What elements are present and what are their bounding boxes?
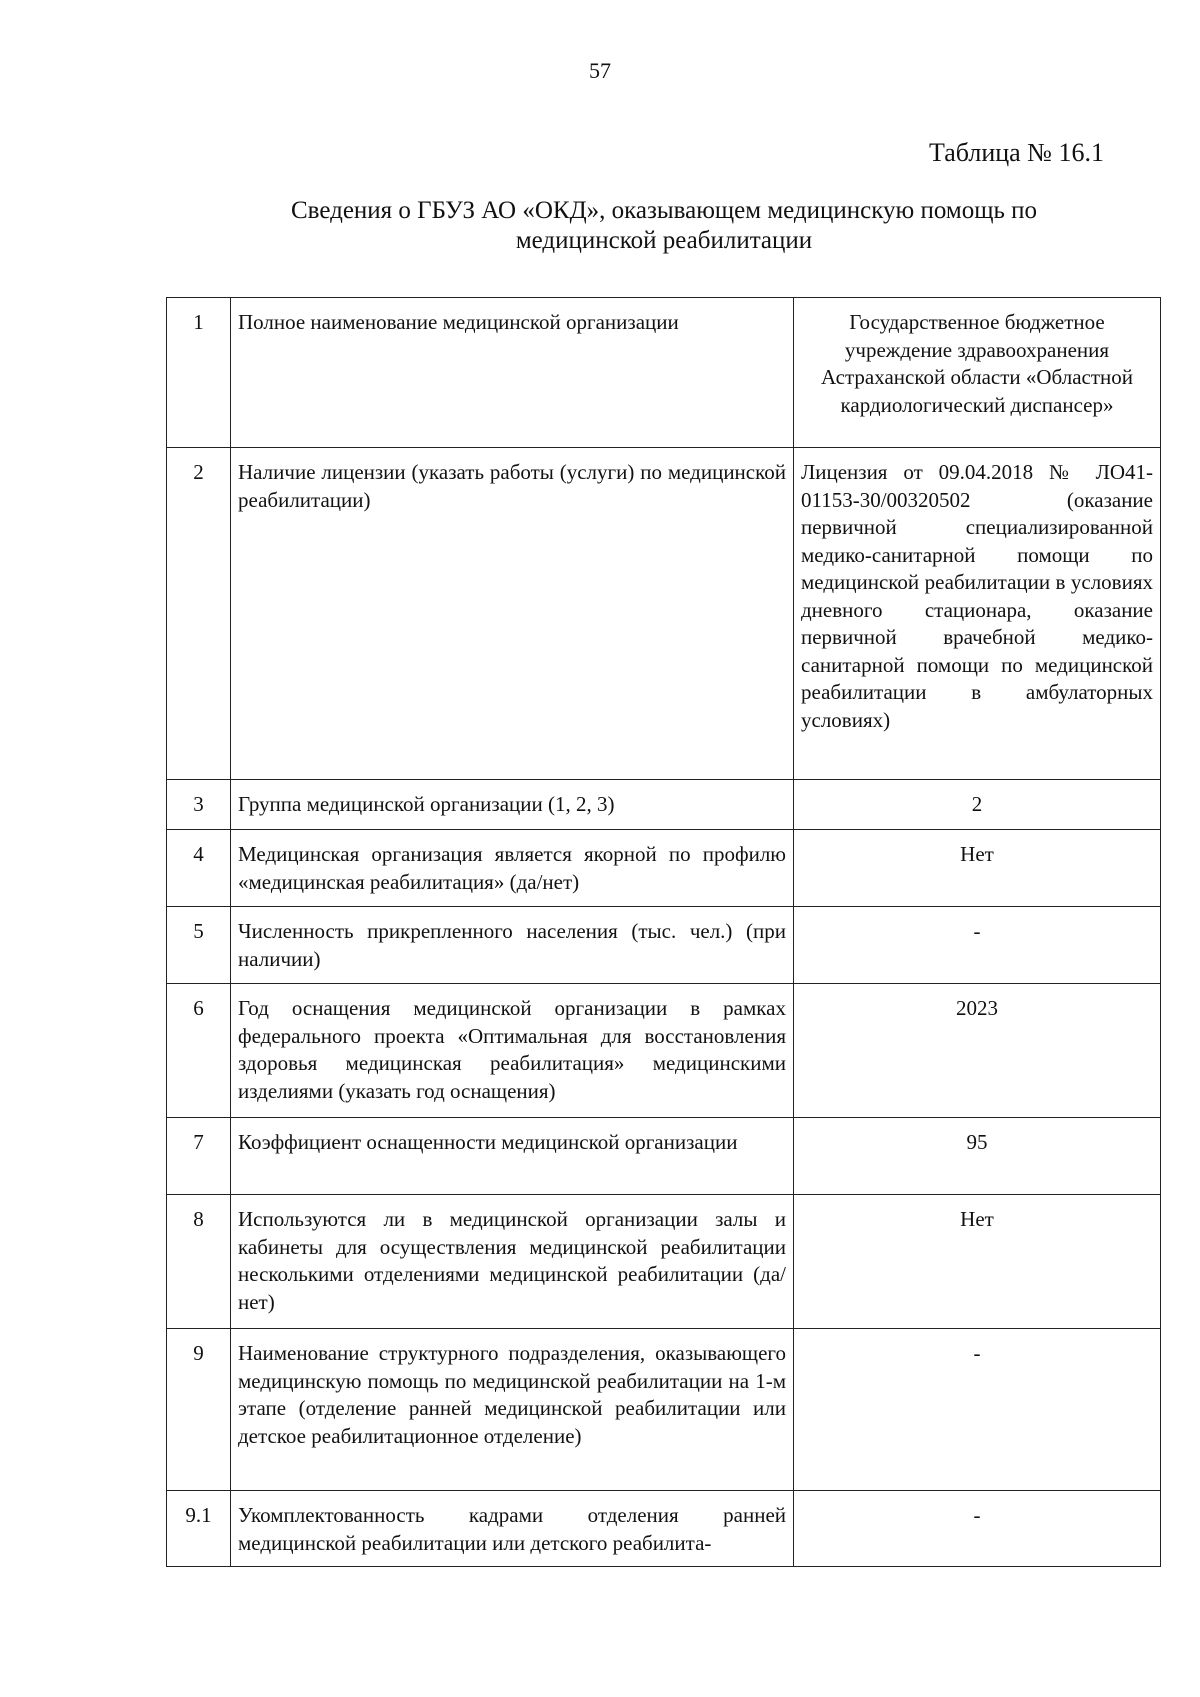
table-row — [167, 1491, 1161, 1567]
row-number: 1 — [167, 298, 231, 448]
table-row — [167, 984, 1161, 1118]
document-title-line-2: медицинской реабилитации — [515, 227, 813, 254]
row-description: Медицинская организация является якорной по профилю «медицинская реабилитация» (да/нет) — [231, 830, 794, 907]
row-number: 8 — [167, 1195, 231, 1329]
row-value: Нет — [794, 1195, 1161, 1329]
row-value: 2023 — [794, 984, 1161, 1118]
license-date: Лицензия от 09.04.2018 — [801, 460, 1034, 484]
row-value: - — [794, 907, 1161, 984]
row-description: Год оснащения медицинской организации в рамках федерального проекта «Оптимальная для восстановления здоровья медицинская реабилитация» медицинскими изделиями (указать год оснащения) — [231, 984, 794, 1118]
info-table — [166, 297, 1161, 1567]
row-description: Наличие лицензии (указать работы (услуги) по медицинской реабилитации) — [231, 448, 794, 780]
row-description: Полное наименование медицинской организации — [231, 298, 794, 448]
row-description: Группа медицинской организации (1, 2, 3) — [231, 780, 794, 830]
row-value: Государственное бюджетное учреждение здравоохранения Астраханской области «Областной кардиологический диспансер» — [794, 298, 1161, 448]
table-row — [167, 907, 1161, 984]
row-value: 2 — [794, 780, 1161, 830]
row-number: 3 — [167, 780, 231, 830]
table-row — [167, 830, 1161, 907]
table-row — [167, 1118, 1161, 1195]
document-title-line-1: Сведения о ГБУЗ АО «ОКД», оказывающем медицинскую помощь по — [291, 197, 1037, 224]
row-number: 9.1 — [167, 1491, 231, 1567]
row-value: - — [794, 1329, 1161, 1491]
table-label: Таблица № 16.1 — [928, 138, 1104, 167]
license-number: № ЛО41-01153-30/00320502 — [801, 460, 1154, 512]
row-value: - — [794, 1491, 1161, 1567]
row-value: 95 — [794, 1118, 1161, 1195]
row-number: 5 — [167, 907, 231, 984]
row-description: Коэффициент оснащенности медицинской организации — [231, 1118, 794, 1195]
row-description: Используются ли в медицинской организации залы и кабинеты для осуществления медицинской реабилитации несколькими отделениями медицинской реабилитации (да/нет) — [231, 1195, 794, 1329]
table-row — [167, 1329, 1161, 1491]
license-services: (оказание первичной специализированной медико-санитарной помощи по медицинской реабилитации в условиях дневного стационара, оказание первичной врачебной медико-санитарной помощи по медицинской реабилитации в амбулаторных условиях) — [801, 487, 1153, 732]
row-number: 2 — [167, 448, 231, 780]
page-number: 57 — [589, 58, 611, 83]
table-row — [167, 1195, 1161, 1329]
table-row — [167, 298, 1161, 448]
row-value: Нет — [794, 830, 1161, 907]
row-description: Укомплектованность кадрами отделения ранней медицинской реабилитации или детского реабилита- — [231, 1491, 794, 1567]
row-number: 9 — [167, 1329, 231, 1491]
row-description: Численность прикрепленного населения (тыс. чел.) (при наличии) — [231, 907, 794, 984]
table-row — [167, 780, 1161, 830]
row-number: 6 — [167, 984, 231, 1118]
row-number: 7 — [167, 1118, 231, 1195]
document-title — [166, 196, 1162, 256]
table-row — [167, 448, 1161, 780]
row-number: 4 — [167, 830, 231, 907]
row-description: Наименование структурного подразделения, оказывающего медицинскую помощь по медицинской реабилитации на 1-м этапе (отделение ранней медицинской реабилитации или детское реабилитационное отделение) — [231, 1329, 794, 1491]
row-value — [794, 448, 1161, 780]
